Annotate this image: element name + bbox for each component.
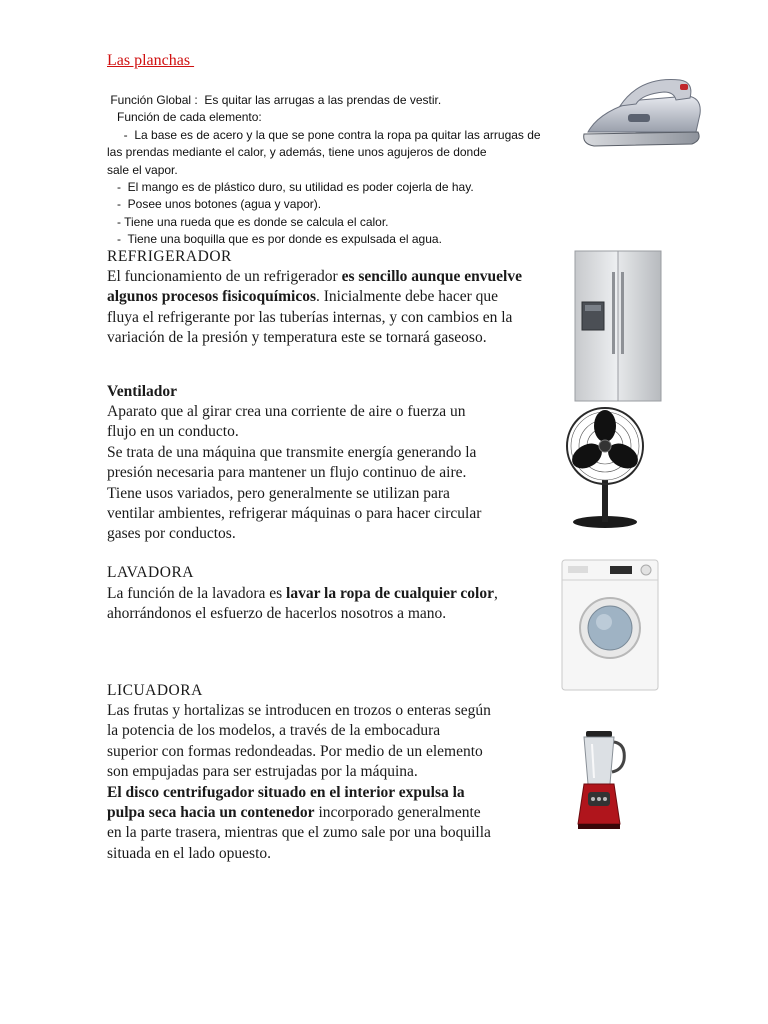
licuadora-heading: LICUADORA (107, 682, 203, 699)
text-line: la potencia de los modelos, a través de la embocadura (107, 722, 441, 740)
planchas-line: - Posee unos botones (agua y vapor). (107, 197, 322, 212)
text-line (107, 783, 547, 803)
text-line: presión necesaria para mantener un flujo continuo de aire. (107, 464, 467, 482)
iron-image (580, 70, 710, 160)
text-line: variación de la presión y temperatura este se tornará gaseoso. (107, 329, 487, 347)
lavadora-heading: LAVADORA (107, 564, 194, 581)
washing-machine-image (560, 558, 660, 692)
text-line: Se trata de una máquina que transmite energía generando la (107, 443, 477, 461)
planchas-line: - La base es de acero y la que se pone contra la ropa pa quitar las arrugas de (107, 127, 541, 142)
blender-image (574, 730, 632, 830)
text-bold: algunos procesos fisicoquímicos (107, 288, 316, 306)
text-line: son empujadas para ser estrujadas por la máquina. (107, 763, 418, 781)
text-line: superior con formas redondeadas. Por medio de un elemento (107, 742, 483, 760)
text-line (107, 287, 567, 307)
planchas-line: - El mango es de plástico duro, su utilidad es poder cojerla de hay. (107, 180, 474, 195)
text-span: La función de la lavadora es (107, 585, 287, 602)
planchas-line: Función Global : Es quitar las arrugas a las prendas de vestir. (107, 93, 442, 107)
ventilador-heading: Ventilador (107, 383, 178, 400)
text-bold: lavar la ropa de cualquier color (286, 585, 494, 602)
text-line: en la parte trasera, mientras que el zumo sale por una boquilla (107, 824, 491, 842)
planchas-line: las prendas mediante el calor, y además, tiene unos agujeros de donde (107, 145, 487, 160)
text-line (107, 267, 567, 287)
text-bold: El disco centrifugador situado en el interior expulsa la (107, 783, 465, 801)
ventilador-text (107, 402, 547, 545)
text-line: situada en el lado opuesto. (107, 844, 271, 862)
text-line: ahorrándonos el esfuerzo de hacerlos nosotros a mano. (107, 605, 447, 623)
text-line: Las frutas y hortalizas se introducen en trozos o enteras según (107, 702, 491, 719)
text-line: fluya el refrigerante por las tuberías internas, y con cambios en la (107, 308, 513, 326)
licuadora-text (107, 701, 547, 864)
lavadora-text (107, 584, 547, 625)
text-span: , (494, 585, 498, 602)
text-span: El funcionamiento de un refrigerador (107, 268, 342, 285)
text-bold: pulpa seca hacia un contenedor (107, 804, 315, 822)
text-bold: es sencillo aunque envuelve (341, 268, 522, 285)
refrigerator-image (574, 250, 662, 402)
text-line (107, 803, 547, 823)
text-line: flujo en un conducto. (107, 423, 239, 441)
planchas-line: sale el vapor. (107, 162, 178, 177)
text-span: . Inicialmente debe hacer que (316, 288, 499, 306)
text-line (107, 584, 547, 604)
planchas-line: - Tiene una boquilla que es por donde es expulsada el agua. (107, 232, 442, 247)
fan-image (565, 406, 645, 530)
text-span: incorporado generalmente (314, 804, 481, 822)
planchas-description (107, 92, 557, 249)
text-line: Aparato que al girar crea una corriente de aire o fuerza un (107, 403, 466, 420)
planchas-line: Función de cada elemento: (107, 110, 262, 125)
planchas-line: - Tiene una rueda que es donde se calcula el calor. (107, 214, 389, 229)
text-line: Tiene usos variados, pero generalmente se utilizan para (107, 484, 450, 502)
refrigerador-text (107, 267, 567, 349)
planchas-title: Las planchas (107, 52, 195, 69)
text-line: ventilar ambientes, refrigerar máquinas o para hacer circular (107, 505, 482, 523)
text-line: gases por conductos. (107, 525, 236, 543)
refrigerador-heading: REFRIGERADOR (107, 248, 232, 265)
